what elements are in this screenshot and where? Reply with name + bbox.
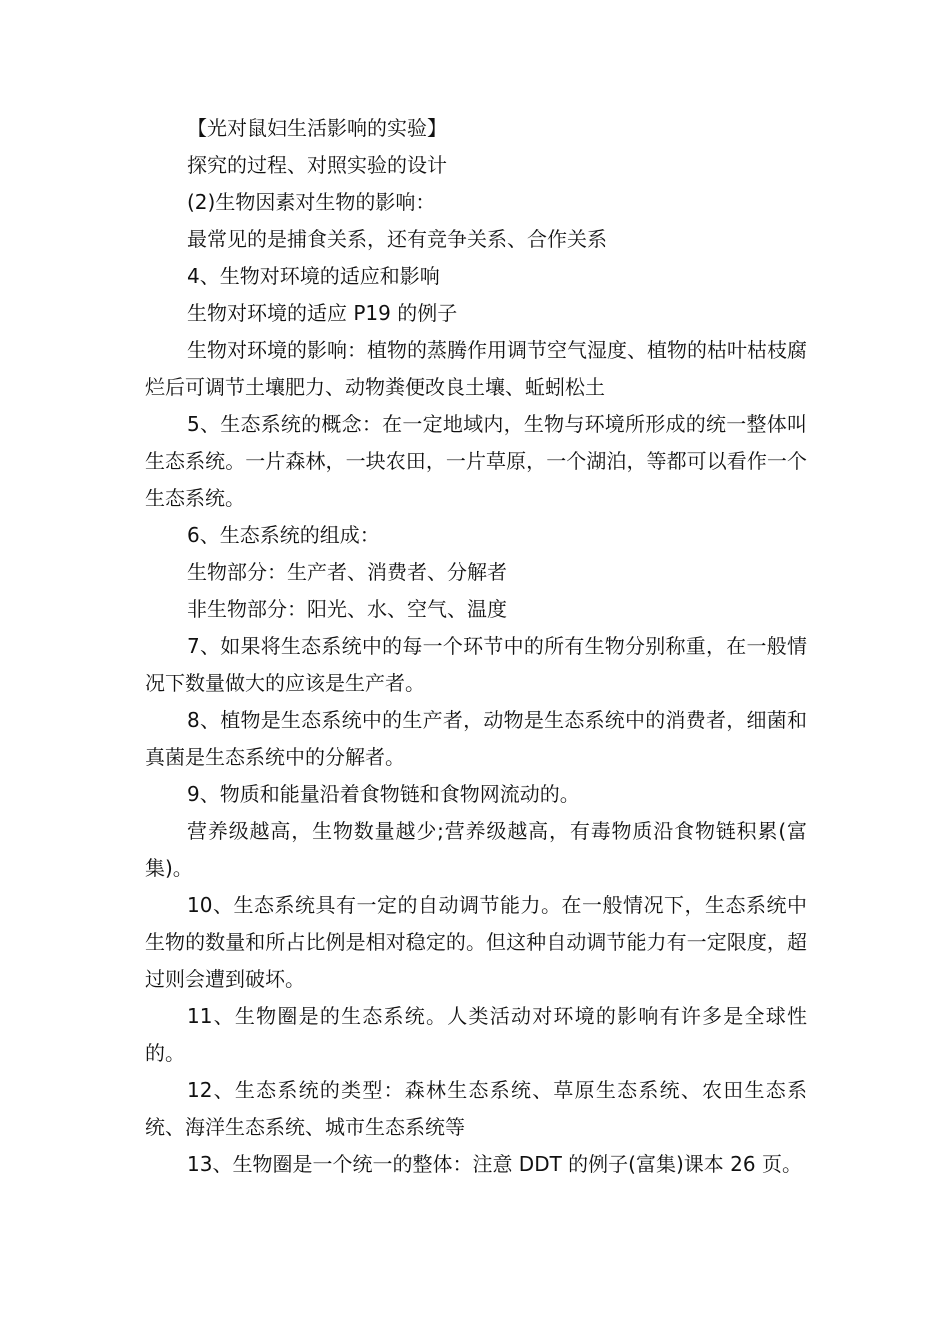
paragraph-6: 生物对环境的适应 P19 的例子 (187, 301, 458, 325)
paragraph-12: 7、如果将生态系统中的每一个环节中的所有生物分别称重，在一般情况下数量做大的应该是生产者。 (145, 634, 807, 695)
paragraph-17: 11、生物圈是的生态系统。人类活动对环境的影响有许多是全球性的。 (145, 1004, 807, 1065)
document-body (145, 110, 807, 1183)
paragraph-1: 【光对鼠妇生活影响的实验】 (187, 116, 447, 140)
paragraph-14: 9、物质和能量沿着食物链和食物网流动的。 (187, 782, 580, 806)
paragraph-11: 非生物部分：阳光、水、空气、温度 (187, 597, 507, 621)
paragraph-9: 6、生态系统的组成： (187, 523, 380, 547)
paragraph-19: 13、生物圈是一个统一的整体：注意 DDT 的例子(富集)课本 26 页。 (187, 1152, 802, 1176)
paragraph-10: 生物部分：生产者、消费者、分解者 (187, 560, 507, 584)
paragraph-3: (2)生物因素对生物的影响： (187, 190, 436, 214)
paragraph-18: 12、生态系统的类型：森林生态系统、草原生态系统、农田生态系统、海洋生态系统、城市生态系统等 (145, 1078, 807, 1139)
paragraph-15: 营养级越高，生物数量越少;营养级越高，有毒物质沿食物链积累(富集)。 (145, 819, 807, 880)
paragraph-7: 生物对环境的影响：植物的蒸腾作用调节空气湿度、植物的枯叶枯枝腐烂后可调节土壤肥力、动物粪便改良土壤、蚯蚓松土 (145, 338, 807, 399)
paragraph-16: 10、生态系统具有一定的自动调节能力。在一般情况下，生态系统中生物的数量和所占比例是相对稳定的。但这种自动调节能力有一定限度，超过则会遭到破坏。 (145, 893, 807, 991)
paragraph-8: 5、生态系统的概念：在一定地域内，生物与环境所形成的统一整体叫生态系统。一片森林，一块农田，一片草原，一个湖泊，等都可以看作一个生态系统。 (145, 412, 807, 510)
paragraph-2: 探究的过程、对照实验的设计 (187, 153, 447, 177)
paragraph-4: 最常见的是捕食关系，还有竞争关系、合作关系 (187, 227, 607, 251)
paragraph-5: 4、生物对环境的适应和影响 (187, 264, 440, 288)
paragraph-13: 8、植物是生态系统中的生产者，动物是生态系统中的消费者，细菌和真菌是生态系统中的分解者。 (145, 708, 807, 769)
